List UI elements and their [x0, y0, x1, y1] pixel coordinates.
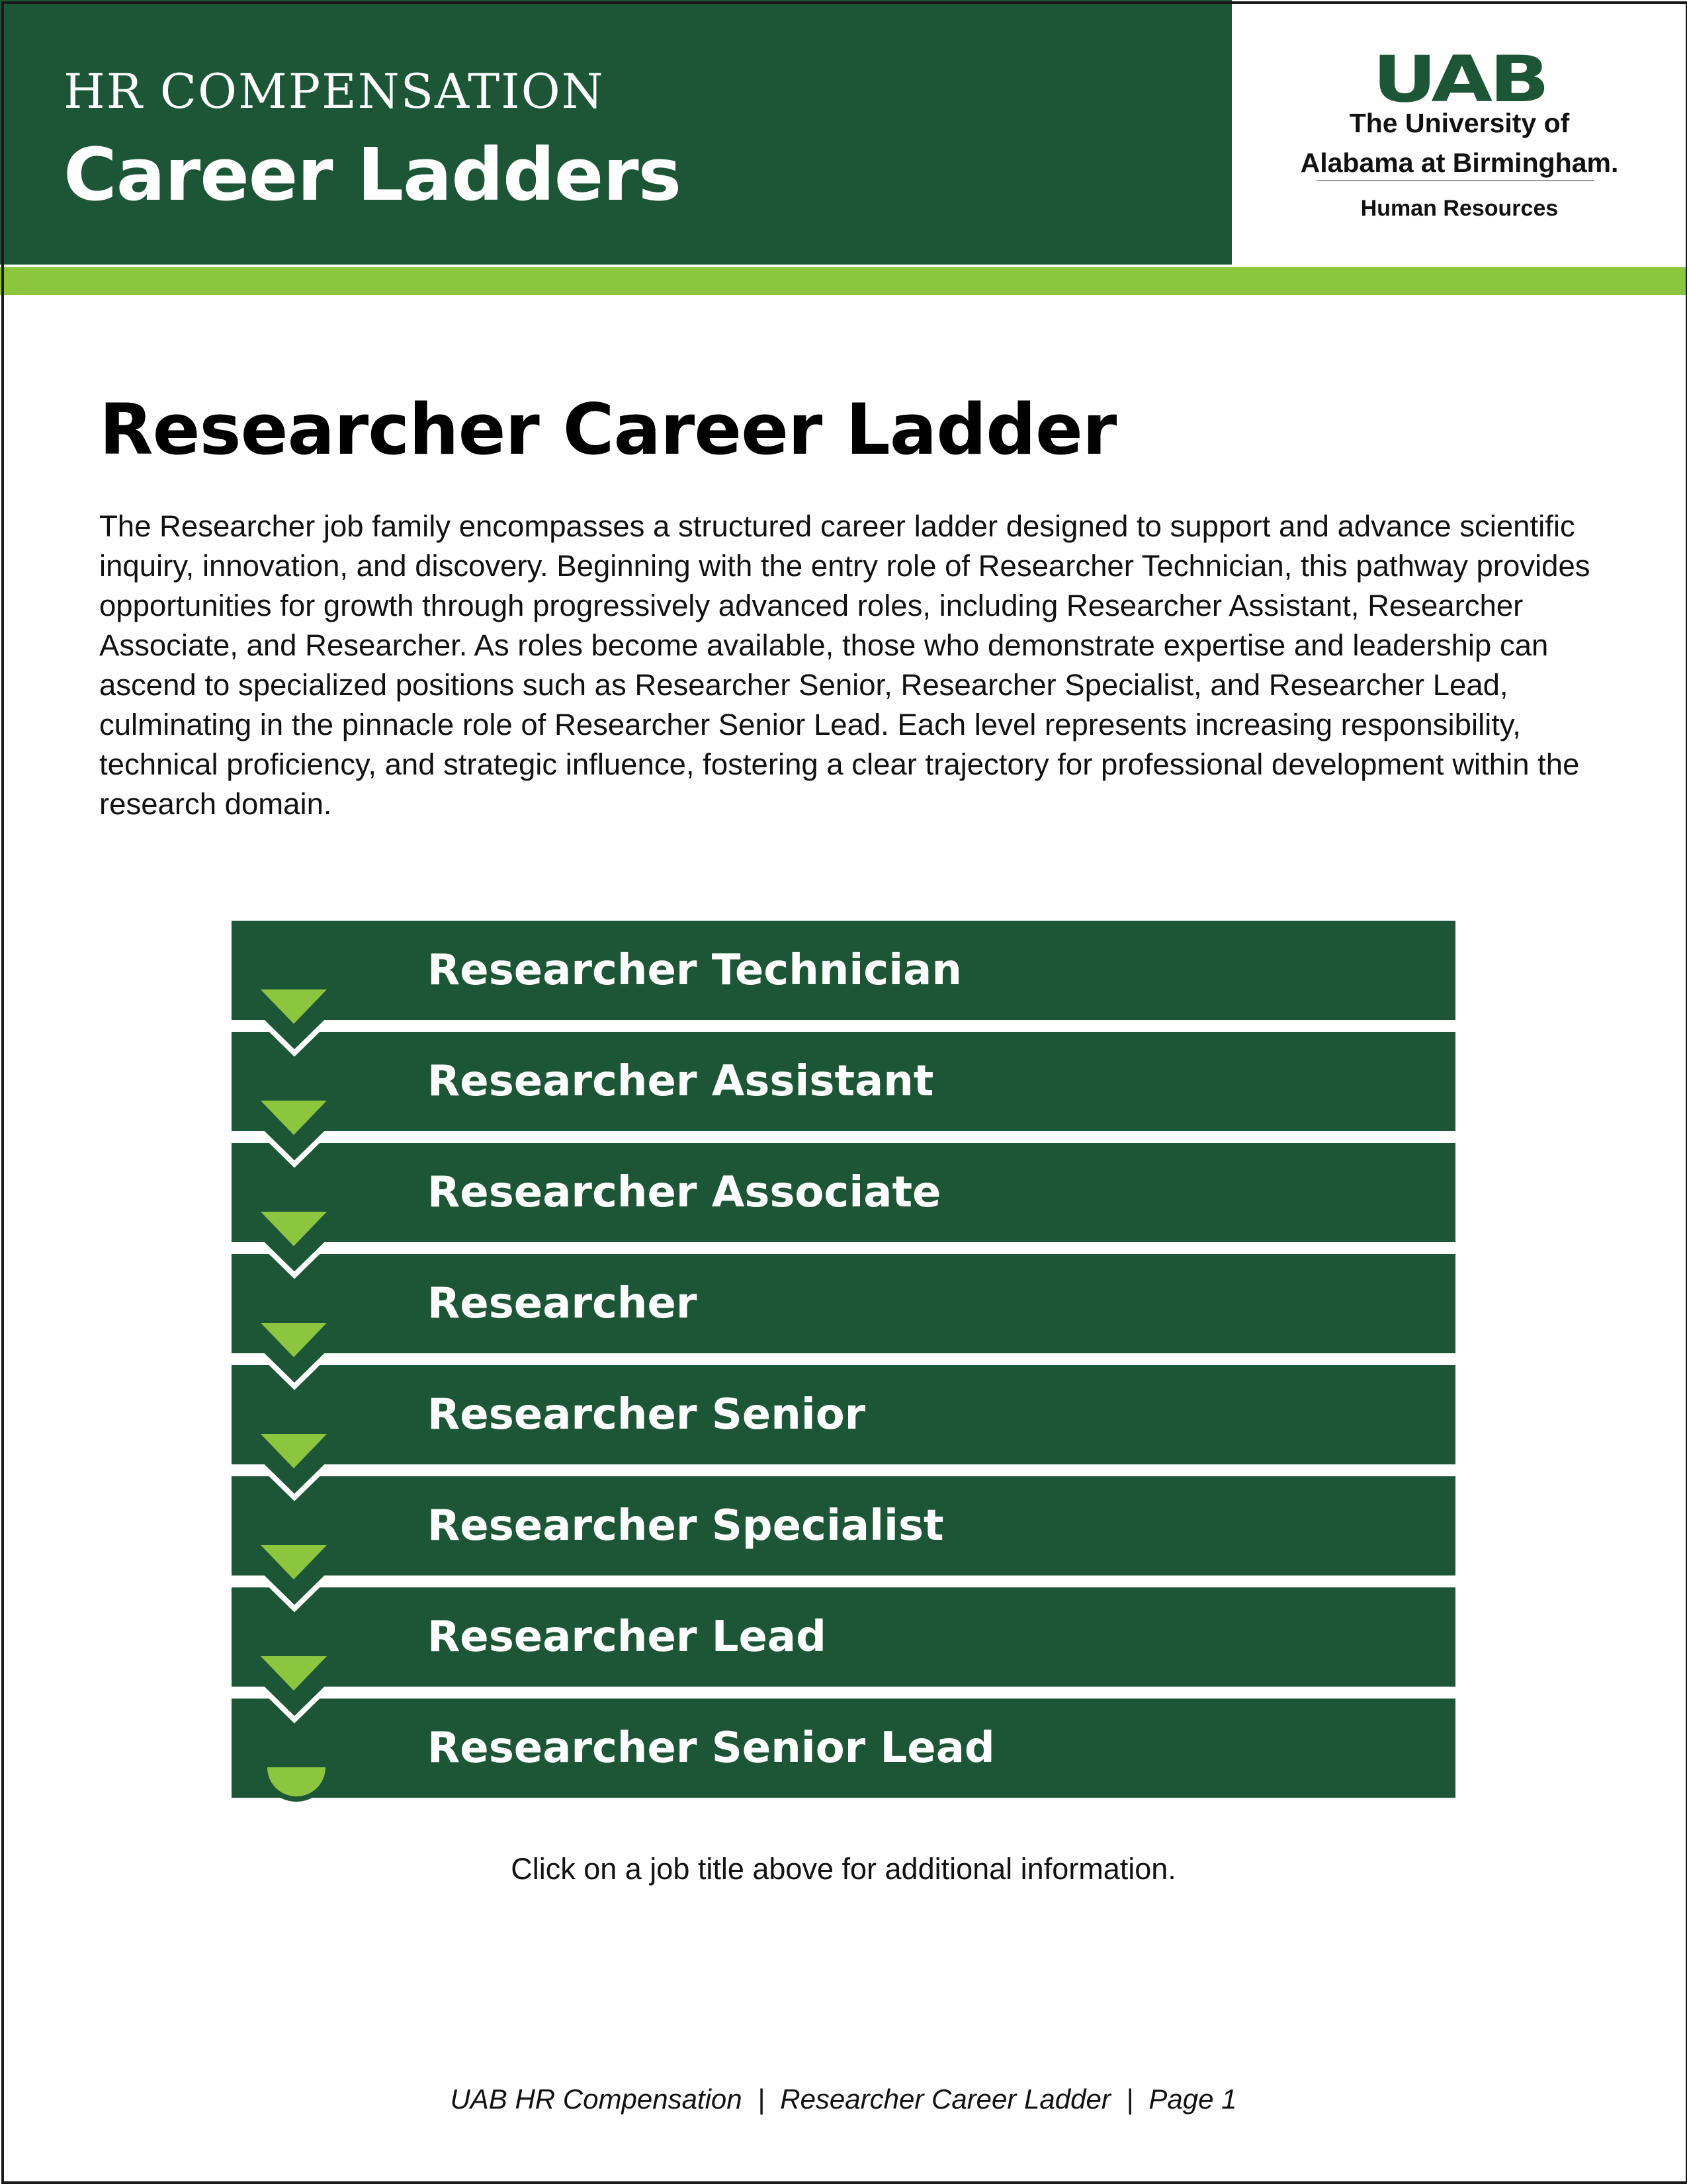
footer-page-number: Page 1: [1148, 2083, 1237, 2115]
down-arrow-icon: [261, 989, 327, 1029]
down-arrow-icon: [261, 1101, 327, 1140]
ladder-rung-researcher-assistant[interactable]: [232, 1032, 1455, 1131]
ladder-rung-researcher-senior-lead[interactable]: [232, 1699, 1455, 1798]
rung-label: Researcher Technician: [427, 946, 962, 995]
header-eyebrow: HR COMPENSATION: [64, 63, 605, 119]
footer-document-title: Researcher Career Ladder: [780, 2083, 1111, 2115]
logo-divider: [1317, 180, 1594, 181]
ladder-end-cap-icon: [262, 1767, 331, 1812]
rung-label: Researcher Specialist: [427, 1501, 944, 1550]
logo-institution-name: [1232, 103, 1687, 183]
ladder-rung-researcher-senior[interactable]: [232, 1365, 1455, 1464]
rung-label: Researcher Associate: [427, 1168, 941, 1217]
logo-department: Human Resources: [1360, 196, 1559, 221]
rung-label: Researcher Senior: [427, 1390, 866, 1439]
page-title: Researcher Career Ladder: [99, 389, 1117, 470]
ladder-instruction: Click on a job title above for additional information.: [511, 1852, 1176, 1886]
ladder-rung-researcher-technician[interactable]: [232, 921, 1455, 1020]
page-footer: UAB HR Compensation | Researcher Career Ladder | Page 1: [450, 2083, 1237, 2115]
down-arrow-icon: [261, 1323, 327, 1363]
rung-label: Researcher Senior Lead: [427, 1724, 995, 1773]
ladder-rung-researcher-lead[interactable]: [232, 1587, 1455, 1687]
logo-mark: UAB: [1372, 42, 1547, 116]
down-arrow-icon: [261, 1656, 327, 1696]
rung-label: Researcher Lead: [427, 1613, 826, 1661]
intro-paragraph: The Researcher job family encompasses a structured career ladder designed to support and advance scientific inquiry, innovation, and discovery. Beginning with the entry role of Researcher Technician, this pathway provides opportunities for growth through progressively advanced roles, including Researcher Assistant, Researcher Associate, and Researcher. As roles become available, those who demonstrate expertise and leadership can ascend to specialized positions such as Researcher Senior, Researcher Specialist, and Researcher Lead, culminating in the pinnacle role of Researcher Senior Lead. Each level represents increasing responsibility, technical proficiency, and strategic influence, fostering a clear trajectory for professional development within the research domain.: [99, 509, 1590, 821]
uab-logo: [1232, 0, 1687, 265]
logo-name-line-1: The University of: [1349, 108, 1570, 138]
header-accent-rule: [0, 267, 1687, 295]
ladder-rung-researcher[interactable]: [232, 1254, 1455, 1353]
header-band: [0, 0, 1232, 265]
down-arrow-icon: [261, 1545, 327, 1585]
logo-name-line-2: Alabama at Birmingham.: [1300, 147, 1619, 178]
rung-label: Researcher Assistant: [427, 1057, 934, 1106]
career-ladder: [232, 921, 1455, 1820]
rung-label: Researcher: [427, 1279, 697, 1328]
ladder-rung-researcher-associate[interactable]: [232, 1143, 1455, 1242]
ladder-rung-researcher-specialist[interactable]: [232, 1476, 1455, 1575]
down-arrow-icon: [261, 1434, 327, 1474]
down-arrow-icon: [261, 1212, 327, 1251]
header-title: Career Ladders: [64, 132, 681, 217]
footer-org: UAB HR Compensation: [450, 2083, 742, 2115]
